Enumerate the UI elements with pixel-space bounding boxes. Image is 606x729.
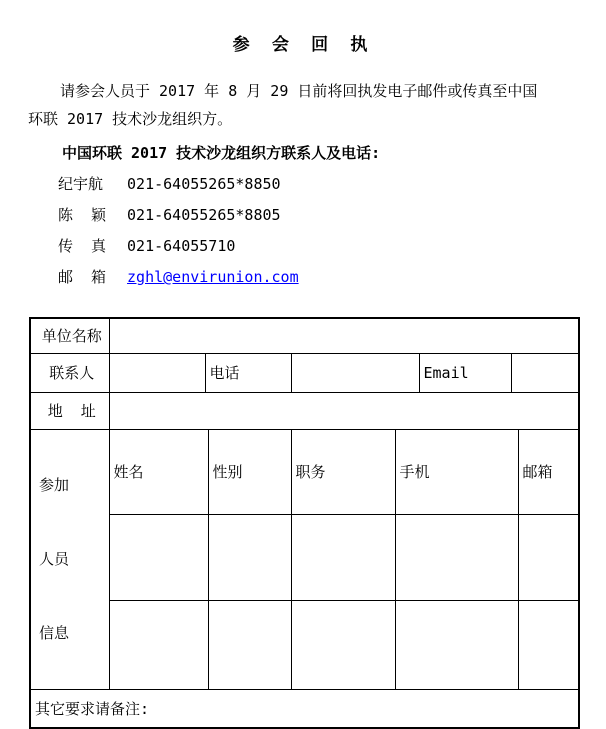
reply-form-table — [29, 317, 580, 729]
contact-person-row — [30, 353, 579, 392]
participant1-position-cell[interactable] — [291, 515, 395, 601]
contact-row-chenying — [58, 200, 606, 231]
phone-input-cell[interactable] — [291, 353, 419, 392]
email-col-label: Email — [419, 353, 511, 392]
participants-label-line-1: 参加 — [39, 475, 70, 494]
contact-name-label: 陈 颖 — [58, 206, 107, 224]
notes-label-cell[interactable]: 其它要求请备注: — [30, 689, 579, 728]
participants-label-line-2: 人员 — [39, 549, 70, 568]
participant2-position-cell[interactable] — [291, 601, 395, 689]
header-mobile: 手机 — [395, 429, 518, 515]
participant1-email-cell[interactable] — [518, 515, 579, 601]
company-name-input-cell[interactable] — [109, 318, 579, 353]
participant2-mobile-cell[interactable] — [395, 601, 518, 689]
contact-phone-value: 021-64055265*8850 — [127, 175, 281, 193]
contact-person-label: 联系人 — [30, 353, 109, 392]
participant2-name-cell[interactable] — [109, 601, 208, 689]
address-label: 地 址 — [30, 392, 109, 429]
contact-phone-value: 021-64055265*8805 — [127, 206, 281, 224]
page-title: 参 会 回 执 — [232, 35, 374, 55]
participant1-gender-cell[interactable] — [208, 515, 291, 601]
company-name-row — [30, 318, 579, 353]
header-email: 邮箱 — [518, 429, 579, 515]
header-position: 职务 — [291, 429, 395, 515]
participant1-name-cell[interactable] — [109, 515, 208, 601]
email-input-cell[interactable] — [511, 353, 579, 392]
intro-line-2: 环联 2017 技术沙龙组织方。 — [28, 110, 233, 128]
participant-header-row — [30, 429, 579, 515]
participant-row-1 — [30, 515, 579, 601]
participant2-email-cell[interactable] — [518, 601, 579, 689]
address-row — [30, 392, 579, 429]
notes-row — [30, 689, 579, 728]
fax-label: 传 真 — [58, 237, 107, 255]
fax-number-value: 021-64055710 — [127, 237, 236, 255]
contact-heading: 中国环联 2017 技术沙龙组织方联系人及电话: — [62, 144, 381, 162]
contact-name-label: 纪宇航 — [58, 175, 104, 193]
contact-person-input-cell[interactable] — [109, 353, 205, 392]
contact-row-fax — [58, 231, 606, 262]
contact-row-email — [58, 262, 606, 293]
address-input-cell[interactable] — [109, 392, 579, 429]
participants-label-line-3: 信息 — [39, 623, 70, 642]
header-name: 姓名 — [109, 429, 208, 515]
participant2-gender-cell[interactable] — [208, 601, 291, 689]
contact-row-jiyuhang — [58, 169, 606, 200]
header-gender: 性别 — [208, 429, 291, 515]
intro-paragraph — [28, 77, 578, 133]
participant1-mobile-cell[interactable] — [395, 515, 518, 601]
email-label: 邮 箱 — [58, 268, 107, 286]
contact-list — [58, 169, 606, 293]
participant-row-2 — [30, 601, 579, 689]
intro-line-1: 请参会人员于 2017 年 8 月 29 日前将回执发电子邮件或传真至中国 — [60, 82, 538, 100]
participants-section-label — [30, 429, 109, 689]
phone-label: 电话 — [205, 353, 291, 392]
email-link[interactable]: zghl@envirunion.com — [127, 268, 299, 286]
company-name-label: 单位名称 — [30, 318, 109, 353]
